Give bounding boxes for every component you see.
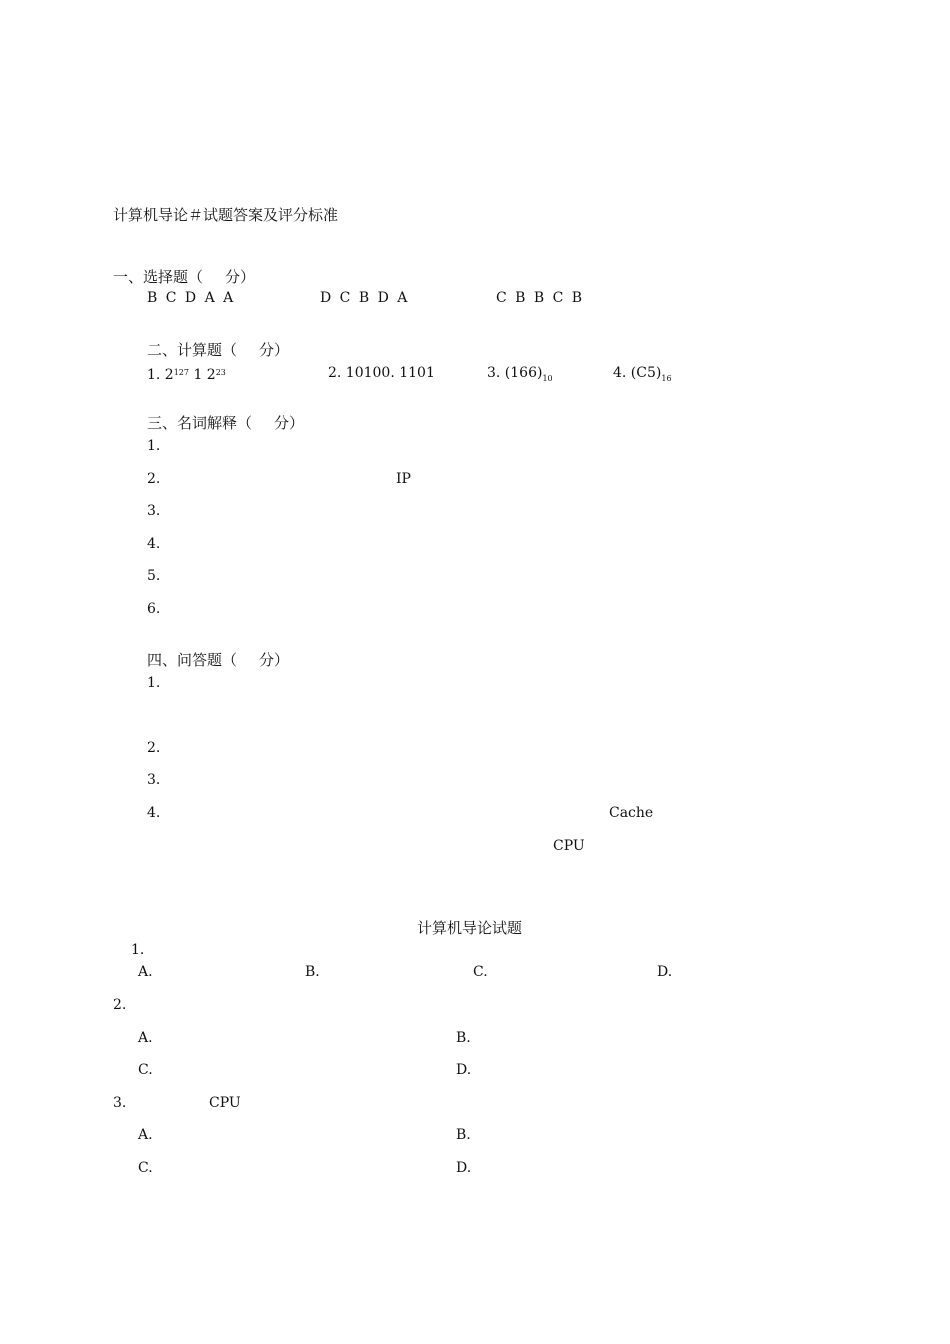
sec1-heading: [113, 268, 255, 286]
sec2-q3-text: 3. (166): [487, 365, 543, 381]
exam-q3-number: 3.: [113, 1095, 127, 1111]
exam-q1-number: 1.: [131, 942, 145, 958]
sec2-heading-text: 二、计算题（: [147, 341, 238, 359]
exam-q3-option-b: B.: [456, 1127, 471, 1143]
sec3-item-2: 2.: [147, 471, 161, 487]
exam-q2-number: 2.: [113, 997, 127, 1013]
sec3-item-6: 6.: [147, 601, 161, 617]
exam-q1-option-a: A.: [138, 964, 153, 980]
sec4-heading-text: 四、问答题（: [147, 651, 238, 669]
sec1-answers-group1: B C D A A: [147, 290, 234, 306]
sec2-q1-mid: 1 2: [189, 367, 216, 383]
sec2-answer-3: [487, 364, 553, 388]
sec4-points: 分）: [259, 651, 290, 669]
answers-title: 计算机导论＃试题答案及评分标准: [113, 206, 339, 224]
exam-title: 计算机导论试题: [417, 919, 523, 937]
sec2-points: 分）: [259, 341, 290, 359]
sec3-item-4: 4.: [147, 536, 161, 552]
sec1-heading-text: 一、选择题（: [113, 268, 204, 286]
exam-q2-option-d: D.: [456, 1062, 472, 1078]
sec2-q3-base: 10: [542, 374, 553, 383]
sec3-item-5: 5.: [147, 568, 161, 584]
sec4-heading: [147, 651, 289, 669]
sec2-q1-exponent: 127: [173, 368, 189, 377]
sec2-answer-4: [613, 364, 672, 388]
sec3-heading-text: 三、名词解释（: [147, 414, 253, 432]
sec1-answers-group3: C B B C B: [496, 290, 583, 306]
sec4-item-1: 1.: [147, 675, 161, 691]
sec3-item-2-extra: IP: [396, 471, 411, 487]
sec2-q1-text: 1. 2: [147, 367, 174, 383]
sec3-points: 分）: [274, 414, 305, 432]
exam-q1-option-b: B.: [305, 964, 320, 980]
sec2-answer-2: 2. 10100. 1101: [328, 365, 435, 381]
sec3-item-3: 3.: [147, 503, 161, 519]
exam-q3-option-a: A.: [138, 1127, 153, 1143]
exam-q2-option-c: C.: [138, 1062, 153, 1078]
sec2-heading: [147, 341, 289, 359]
sec1-points: 分）: [225, 268, 256, 286]
sec2-answer-1: [147, 364, 226, 384]
sec2-q4-text: 4. (C5): [613, 365, 662, 381]
sec4-item-4: 4.: [147, 805, 161, 821]
sec4-item-4-cache: Cache: [609, 805, 654, 821]
sec4-item-4-cpu: CPU: [553, 838, 585, 854]
sec2-q1-exponent2: 23: [215, 368, 226, 377]
exam-q3-option-d: D.: [456, 1160, 472, 1176]
sec3-heading: [147, 414, 304, 432]
exam-q2-option-b: B.: [456, 1030, 471, 1046]
sec4-item-2: 2.: [147, 740, 161, 756]
exam-q1-option-c: C.: [473, 964, 488, 980]
sec3-item-1: 1.: [147, 438, 161, 454]
sec2-q4-base: 16: [661, 374, 672, 383]
exam-q3-option-c: C.: [138, 1160, 153, 1176]
exam-q1-option-d: D.: [657, 964, 673, 980]
exam-q3-cpu: CPU: [209, 1095, 241, 1111]
exam-q2-option-a: A.: [138, 1030, 153, 1046]
sec1-answers-group2: D C B D A: [320, 290, 408, 306]
sec4-item-3: 3.: [147, 772, 161, 788]
